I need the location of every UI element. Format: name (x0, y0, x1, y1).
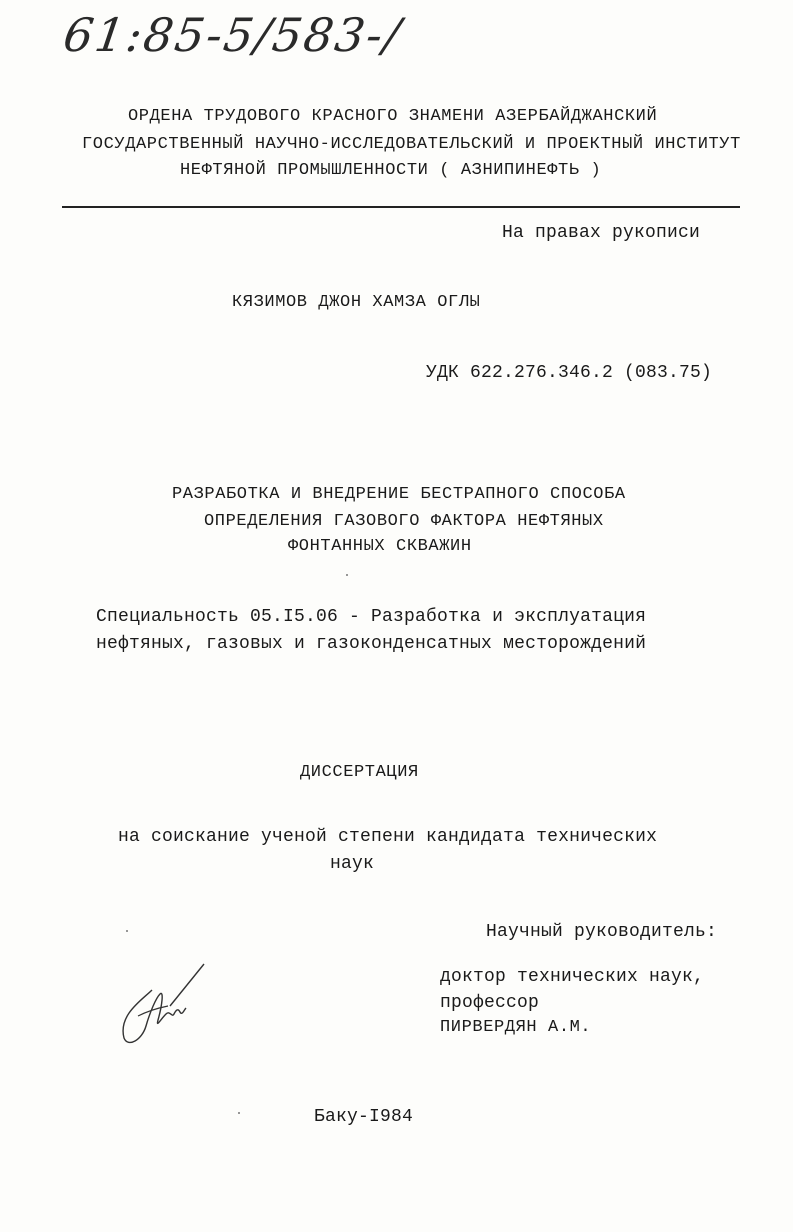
title-line-2: ОПРЕДЕЛЕНИЯ ГАЗОВОГО ФАКТОРА НЕФТЯНЫХ (204, 512, 604, 531)
title-line-1: РАЗРАБОТКА И ВНЕДРЕНИЕ БЕСТРАПНОГО СПОСОБА (172, 485, 626, 504)
place-year: Баку-I984 (314, 1107, 414, 1127)
scan-speck (346, 574, 348, 576)
supervisor-rank: профессор (440, 993, 540, 1013)
header-line-3: НЕФТЯНОЙ ПРОМЫШЛЕННОСТИ ( АЗНИПИНЕФТЬ ) (180, 161, 602, 180)
author-name: КЯЗИМОВ ДЖОН ХАМЗА ОГЛЫ (232, 293, 481, 312)
degree-line-1: на соискание ученой степени кандидата технических (118, 827, 658, 847)
document-type: ДИССЕРТАЦИЯ (300, 763, 419, 782)
scan-speck (238, 1112, 240, 1114)
supervisor-label: Научный руководитель: (486, 922, 718, 942)
specialty-line-1: Специальность 05.I5.06 - Разработка и эксплуатация (96, 607, 647, 627)
title-line-3: ФОНТАННЫХ СКВАЖИН (288, 537, 472, 556)
archive-number: 61:85-5/583-/ (60, 8, 406, 62)
header-divider (62, 206, 740, 208)
udc-code: УДК 622.276.346.2 (083.75) (426, 363, 713, 383)
supervisor-degree: доктор технических наук, (440, 967, 705, 987)
degree-line-2: наук (330, 854, 375, 874)
header-line-1: ОРДЕНА ТРУДОВОГО КРАСНОГО ЗНАМЕНИ АЗЕРБАЙДЖАНСКИЙ (128, 107, 658, 126)
manuscript-rights: На правах рукописи (502, 223, 701, 243)
specialty-line-2: нефтяных, газовых и газоконденсатных месторождений (96, 634, 647, 654)
supervisor-name: ПИРВЕРДЯН А.М. (440, 1018, 592, 1037)
signature-image (112, 960, 222, 1050)
header-line-2: ГОСУДАРСТВЕННЫЙ НАУЧНО-ИССЛЕДОВАТЕЛЬСКИЙ И ПРОЕКТНЫЙ ИНСТИТУТ (82, 135, 741, 154)
scan-speck (126, 930, 128, 932)
